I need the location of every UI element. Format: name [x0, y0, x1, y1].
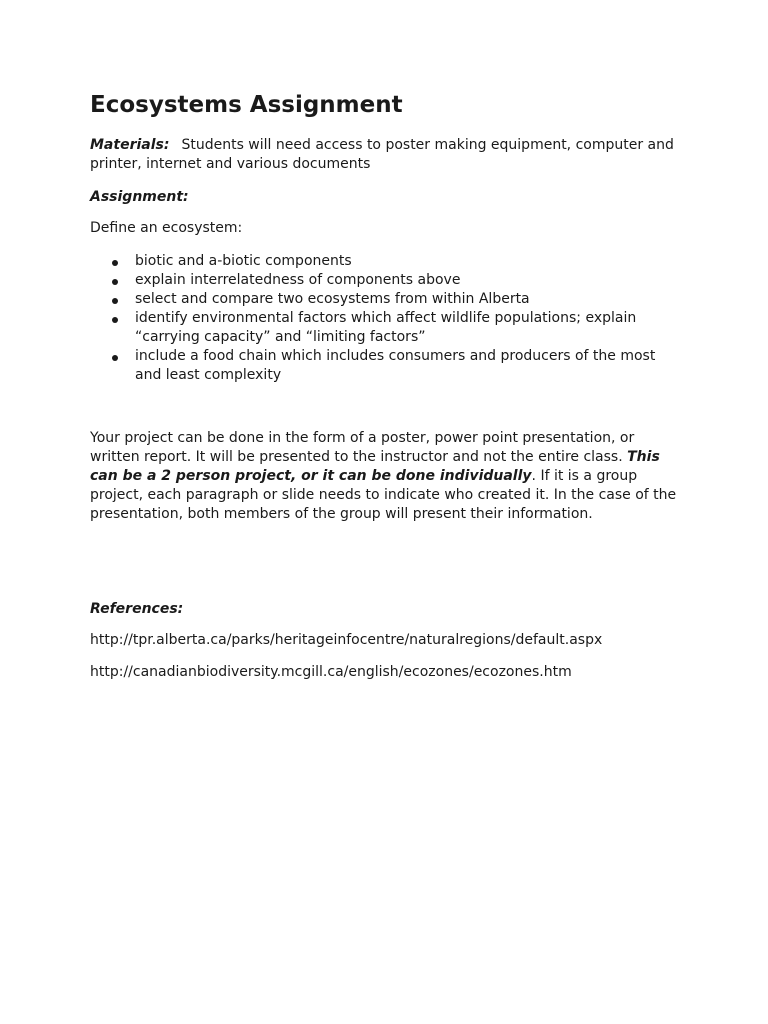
materials-label: Materials: — [90, 137, 170, 153]
references-heading: References: — [90, 601, 184, 617]
assignment-intro: Define an ecosystem: — [90, 220, 243, 236]
bullet-item-food-chain: include a food chain which includes consumers and producers of the most and least complexity — [135, 347, 680, 385]
assignment-heading: Assignment: — [90, 189, 189, 205]
bullet-item-interrelatedness: explain interrelatedness of components above — [135, 271, 680, 290]
document-title: Ecosystems Assignment — [90, 92, 403, 118]
bullet-item-environmental-factors: identify environmental factors which affect wildlife populations; explain “carrying capacity” and “limiting factors” — [135, 309, 680, 347]
materials-paragraph — [90, 136, 680, 174]
reference-link-mcgill[interactable]: http://canadianbiodiversity.mcgill.ca/english/ecozones/ecozones.htm — [90, 664, 572, 680]
project-emphasis: This can be a 2 person project, or it can be done individually — [90, 449, 660, 484]
reference-link-alberta[interactable]: http://tpr.alberta.ca/parks/heritageinfocentre/naturalregions/default.aspx — [90, 632, 603, 648]
project-text-before: Your project can be done in the form of a poster, power point presentation, or written report. It will be presented to the instructor and not the entire class. — [90, 430, 635, 465]
assignment-bullet-list — [90, 252, 680, 385]
bullet-item-biotic: biotic and a-biotic components — [135, 252, 680, 271]
document-page — [90, 90, 680, 695]
project-paragraph — [90, 429, 680, 524]
materials-text: Students will need access to poster making equipment, computer and printer, internet and various documents — [90, 137, 674, 172]
bullet-item-compare-ecosystems: select and compare two ecosystems from within Alberta — [135, 290, 680, 309]
project-text-after: . If it is a group project, each paragraph or slide needs to indicate who created it. In the case of the presentation, both members of the group will present their information. — [90, 468, 677, 522]
